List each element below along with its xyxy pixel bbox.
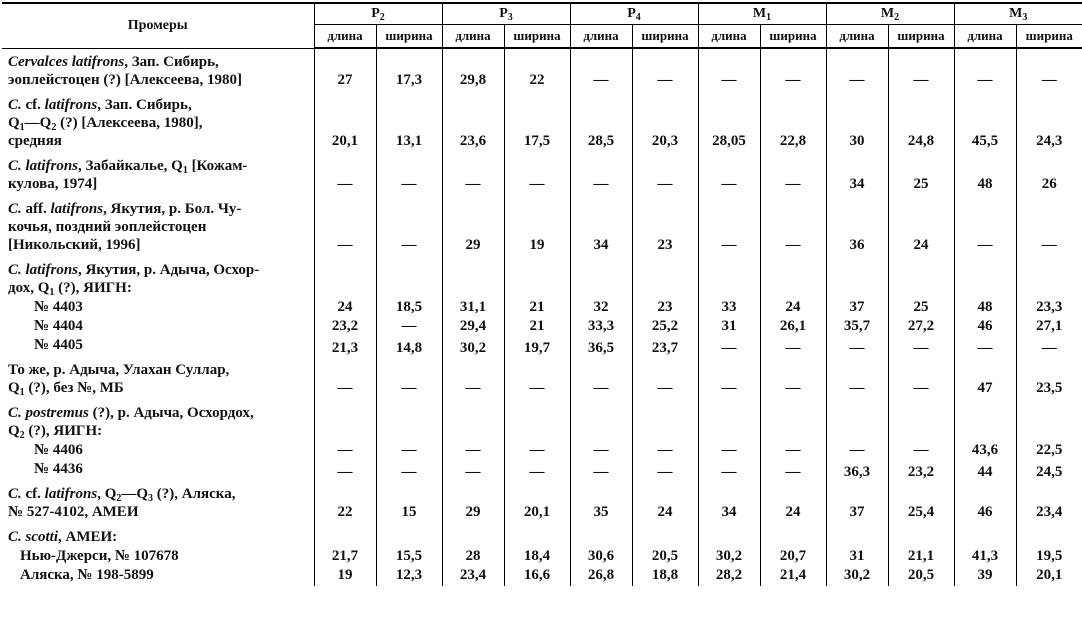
- value-cell: 24: [760, 297, 826, 316]
- value-cell: —: [954, 48, 1016, 92]
- specimen-label: C. cf. latifrons, Зап. Сибирь, $Q_1—Q_2$ (?) [Алексеева, 1980], средняя: [8, 96, 203, 149]
- width-header: ширина: [888, 25, 954, 49]
- value-cell: 20,5: [632, 546, 698, 565]
- value-cell: 30,2: [698, 546, 760, 565]
- value-cell: 27,1: [1016, 316, 1082, 335]
- value-cell: 22: [504, 48, 570, 92]
- value-cell: —: [632, 357, 698, 400]
- table-row: [2, 546, 1082, 565]
- value-cell: 39: [954, 565, 1016, 586]
- value-cell: —: [570, 153, 632, 196]
- length-header: длина: [826, 25, 888, 49]
- value-cell: 37: [826, 297, 888, 316]
- value-cell: 25,2: [632, 316, 698, 335]
- value-cell: 26,1: [760, 316, 826, 335]
- table-row: [2, 335, 1082, 357]
- value-cell: 24: [632, 481, 698, 524]
- value-cell: 46: [954, 316, 1016, 335]
- value-cell: —: [760, 153, 826, 196]
- value-cell: —: [504, 357, 570, 400]
- value-cell: 23,6: [442, 92, 504, 153]
- value-cell: 23,2: [888, 459, 954, 481]
- value-cell: 28,2: [698, 565, 760, 586]
- value-cell: 23,3: [1016, 297, 1082, 316]
- value-cell: —: [698, 48, 760, 92]
- value-cell: —: [888, 440, 954, 459]
- value-cell: 20,3: [632, 92, 698, 153]
- value-cell: —: [314, 196, 376, 257]
- value-cell: 30,2: [826, 565, 888, 586]
- value-cell: 20,1: [314, 92, 376, 153]
- value-cell: —: [698, 440, 760, 459]
- value-cell: 20,1: [1016, 565, 1082, 586]
- value-cell: 36: [826, 196, 888, 257]
- header-row-teeth: [2, 3, 1082, 25]
- value-cell: —: [376, 196, 442, 257]
- value-cell: 48: [954, 153, 1016, 196]
- value-cell: 34: [570, 196, 632, 257]
- value-cell: —: [760, 440, 826, 459]
- length-header: длина: [954, 25, 1016, 49]
- value-cell: —: [632, 48, 698, 92]
- value-cell: 47: [954, 357, 1016, 400]
- value-cell: —: [1016, 196, 1082, 257]
- value-cell: —: [888, 48, 954, 92]
- value-cell: 29: [442, 196, 504, 257]
- value-cell: —: [1016, 335, 1082, 357]
- value-cell: —: [314, 357, 376, 400]
- specimen-number: № 4405: [34, 336, 83, 353]
- value-cell: —: [698, 335, 760, 357]
- value-cell: 19: [314, 565, 376, 586]
- value-cell: —: [632, 440, 698, 459]
- value-cell: —: [760, 357, 826, 400]
- value-cell: 24: [888, 196, 954, 257]
- value-cell: —: [314, 440, 376, 459]
- value-cell: 34: [826, 153, 888, 196]
- value-cell: —: [760, 459, 826, 481]
- table-row: [2, 316, 1082, 335]
- value-cell: 17,5: [504, 92, 570, 153]
- group-header-row: [2, 400, 1082, 440]
- value-cell: —: [888, 335, 954, 357]
- tooth-header-m3: $M_3$: [954, 3, 1082, 25]
- specimen-number: Нью-Джерси, № 107678: [20, 547, 179, 564]
- tooth-header-p4: $P_4$: [570, 3, 698, 25]
- width-header: ширина: [376, 25, 442, 49]
- value-cell: 30,2: [442, 335, 504, 357]
- width-header: ширина: [1016, 25, 1082, 49]
- value-cell: 33: [698, 297, 760, 316]
- value-cell: 23,7: [632, 335, 698, 357]
- value-cell: 45,5: [954, 92, 1016, 153]
- value-cell: 21,7: [314, 546, 376, 565]
- value-cell: 24,3: [1016, 92, 1082, 153]
- value-cell: —: [376, 316, 442, 335]
- value-cell: —: [760, 335, 826, 357]
- value-cell: 25: [888, 297, 954, 316]
- value-cell: 28: [442, 546, 504, 565]
- value-cell: —: [826, 335, 888, 357]
- table-row: [2, 459, 1082, 481]
- value-cell: —: [570, 440, 632, 459]
- value-cell: —: [376, 440, 442, 459]
- value-cell: 23,4: [442, 565, 504, 586]
- value-cell: 19,7: [504, 335, 570, 357]
- value-cell: —: [442, 440, 504, 459]
- table-row: [2, 196, 1082, 257]
- value-cell: 36,3: [826, 459, 888, 481]
- value-cell: 46: [954, 481, 1016, 524]
- width-header: ширина: [504, 25, 570, 49]
- value-cell: —: [1016, 48, 1082, 92]
- value-cell: 32: [570, 297, 632, 316]
- table-row: [2, 440, 1082, 459]
- value-cell: 21: [504, 316, 570, 335]
- value-cell: 27: [314, 48, 376, 92]
- value-cell: —: [376, 153, 442, 196]
- value-cell: —: [888, 357, 954, 400]
- value-cell: 19,5: [1016, 546, 1082, 565]
- value-cell: 16,6: [504, 565, 570, 586]
- value-cell: 33,3: [570, 316, 632, 335]
- value-cell: 22,5: [1016, 440, 1082, 459]
- value-cell: —: [698, 196, 760, 257]
- value-cell: 21,1: [888, 546, 954, 565]
- table-row: [2, 153, 1082, 196]
- value-cell: 12,3: [376, 565, 442, 586]
- specimen-label: Cervalces latifrons, Зап. Сибирь, эоплейстоцен (?) [Алексеева, 1980]: [8, 53, 243, 88]
- value-cell: —: [442, 357, 504, 400]
- value-cell: 19: [504, 196, 570, 257]
- length-header: длина: [570, 25, 632, 49]
- value-cell: —: [698, 459, 760, 481]
- value-cell: —: [632, 153, 698, 196]
- measurements-header: Промеры: [2, 3, 314, 48]
- value-cell: 18,8: [632, 565, 698, 586]
- value-cell: 28,05: [698, 92, 760, 153]
- tooth-header-m1: $M_1$: [698, 3, 826, 25]
- specimen-label: C. aff. latifrons, Якутия, р. Бол. Чу- кочья, поздний эоплейстоцен [Никольский, 1996]: [8, 200, 242, 253]
- value-cell: —: [760, 196, 826, 257]
- value-cell: 15: [376, 481, 442, 524]
- width-header: ширина: [760, 25, 826, 49]
- value-cell: 14,8: [376, 335, 442, 357]
- value-cell: 24,8: [888, 92, 954, 153]
- value-cell: 36,5: [570, 335, 632, 357]
- specimen-number: № 4403: [34, 298, 83, 315]
- width-header: ширина: [632, 25, 698, 49]
- value-cell: 48: [954, 297, 1016, 316]
- value-cell: 35,7: [826, 316, 888, 335]
- value-cell: —: [570, 48, 632, 92]
- value-cell: 26,8: [570, 565, 632, 586]
- value-cell: 24: [760, 481, 826, 524]
- table-row: [2, 357, 1082, 400]
- table-row: [2, 48, 1082, 92]
- value-cell: 13,1: [376, 92, 442, 153]
- value-cell: 35: [570, 481, 632, 524]
- specimen-number: № 4436: [34, 460, 83, 477]
- specimen-label: C. latifrons, Якутия, р. Адыча, Осхор- дох, $Q_1$ (?), ЯИГН:: [8, 261, 260, 298]
- table-row: [2, 92, 1082, 153]
- table-row: [2, 565, 1082, 586]
- value-cell: 37: [826, 481, 888, 524]
- length-header: длина: [698, 25, 760, 49]
- value-cell: —: [504, 459, 570, 481]
- specimen-label: То же, р. Адыча, Улахан Суллар, $Q_1$ (?), без №, МБ: [8, 361, 230, 398]
- value-cell: —: [504, 153, 570, 196]
- value-cell: 15,5: [376, 546, 442, 565]
- value-cell: 23,2: [314, 316, 376, 335]
- specimen-number: Аляска, № 198-5899: [20, 566, 154, 583]
- value-cell: 28,5: [570, 92, 632, 153]
- value-cell: —: [954, 196, 1016, 257]
- specimen-label: C. latifrons, Забайкалье, $Q_1$ [Кожам- кулова, 1974]: [8, 157, 248, 192]
- measurements-table: [2, 2, 1082, 586]
- value-cell: 18,4: [504, 546, 570, 565]
- length-header: длина: [442, 25, 504, 49]
- value-cell: 23: [632, 196, 698, 257]
- value-cell: 43,6: [954, 440, 1016, 459]
- group-header-row: [2, 524, 1082, 546]
- value-cell: 26: [1016, 153, 1082, 196]
- value-cell: —: [504, 440, 570, 459]
- specimen-number: № 4404: [34, 317, 83, 334]
- specimen-label: C. cf. latifrons, $Q_2—Q_3$ (?), Аляска, № 527-4102, АМЕИ: [8, 485, 236, 520]
- value-cell: —: [570, 459, 632, 481]
- value-cell: 21,4: [760, 565, 826, 586]
- value-cell: —: [698, 357, 760, 400]
- value-cell: 44: [954, 459, 1016, 481]
- value-cell: —: [826, 48, 888, 92]
- value-cell: 30: [826, 92, 888, 153]
- value-cell: —: [376, 357, 442, 400]
- value-cell: 23: [632, 297, 698, 316]
- specimen-label: C. scotti, АМЕИ:: [8, 528, 118, 545]
- value-cell: —: [314, 153, 376, 196]
- value-cell: —: [826, 357, 888, 400]
- value-cell: 17,3: [376, 48, 442, 92]
- value-cell: 34: [698, 481, 760, 524]
- value-cell: 29: [442, 481, 504, 524]
- value-cell: 31: [826, 546, 888, 565]
- value-cell: 30,6: [570, 546, 632, 565]
- value-cell: —: [632, 459, 698, 481]
- specimen-number: № 4406: [34, 441, 83, 458]
- value-cell: —: [698, 153, 760, 196]
- specimen-label: C. postremus (?), р. Адыча, Осхордох, $Q_2$ (?), ЯИГН:: [8, 404, 254, 441]
- table-row: [2, 481, 1082, 524]
- value-cell: 20,7: [760, 546, 826, 565]
- length-header: длина: [314, 25, 376, 49]
- value-cell: —: [376, 459, 442, 481]
- value-cell: 20,5: [888, 565, 954, 586]
- value-cell: —: [314, 459, 376, 481]
- value-cell: 23,5: [1016, 357, 1082, 400]
- value-cell: —: [570, 357, 632, 400]
- value-cell: —: [954, 335, 1016, 357]
- value-cell: 22,8: [760, 92, 826, 153]
- value-cell: 20,1: [504, 481, 570, 524]
- value-cell: 27,2: [888, 316, 954, 335]
- value-cell: 31,1: [442, 297, 504, 316]
- value-cell: 24,5: [1016, 459, 1082, 481]
- value-cell: 41,3: [954, 546, 1016, 565]
- value-cell: —: [442, 459, 504, 481]
- value-cell: 25,4: [888, 481, 954, 524]
- tooth-header-p2: $P_2$: [314, 3, 442, 25]
- value-cell: —: [442, 153, 504, 196]
- value-cell: 24: [314, 297, 376, 316]
- tooth-header-m2: $M_2$: [826, 3, 954, 25]
- value-cell: —: [826, 440, 888, 459]
- value-cell: 22: [314, 481, 376, 524]
- value-cell: 25: [888, 153, 954, 196]
- table-row: [2, 297, 1082, 316]
- value-cell: 18,5: [376, 297, 442, 316]
- value-cell: 31: [698, 316, 760, 335]
- value-cell: 21: [504, 297, 570, 316]
- value-cell: 21,3: [314, 335, 376, 357]
- group-header-row: [2, 257, 1082, 297]
- value-cell: 29,8: [442, 48, 504, 92]
- value-cell: 23,4: [1016, 481, 1082, 524]
- value-cell: 29,4: [442, 316, 504, 335]
- value-cell: —: [760, 48, 826, 92]
- tooth-header-p3: $P_3$: [442, 3, 570, 25]
